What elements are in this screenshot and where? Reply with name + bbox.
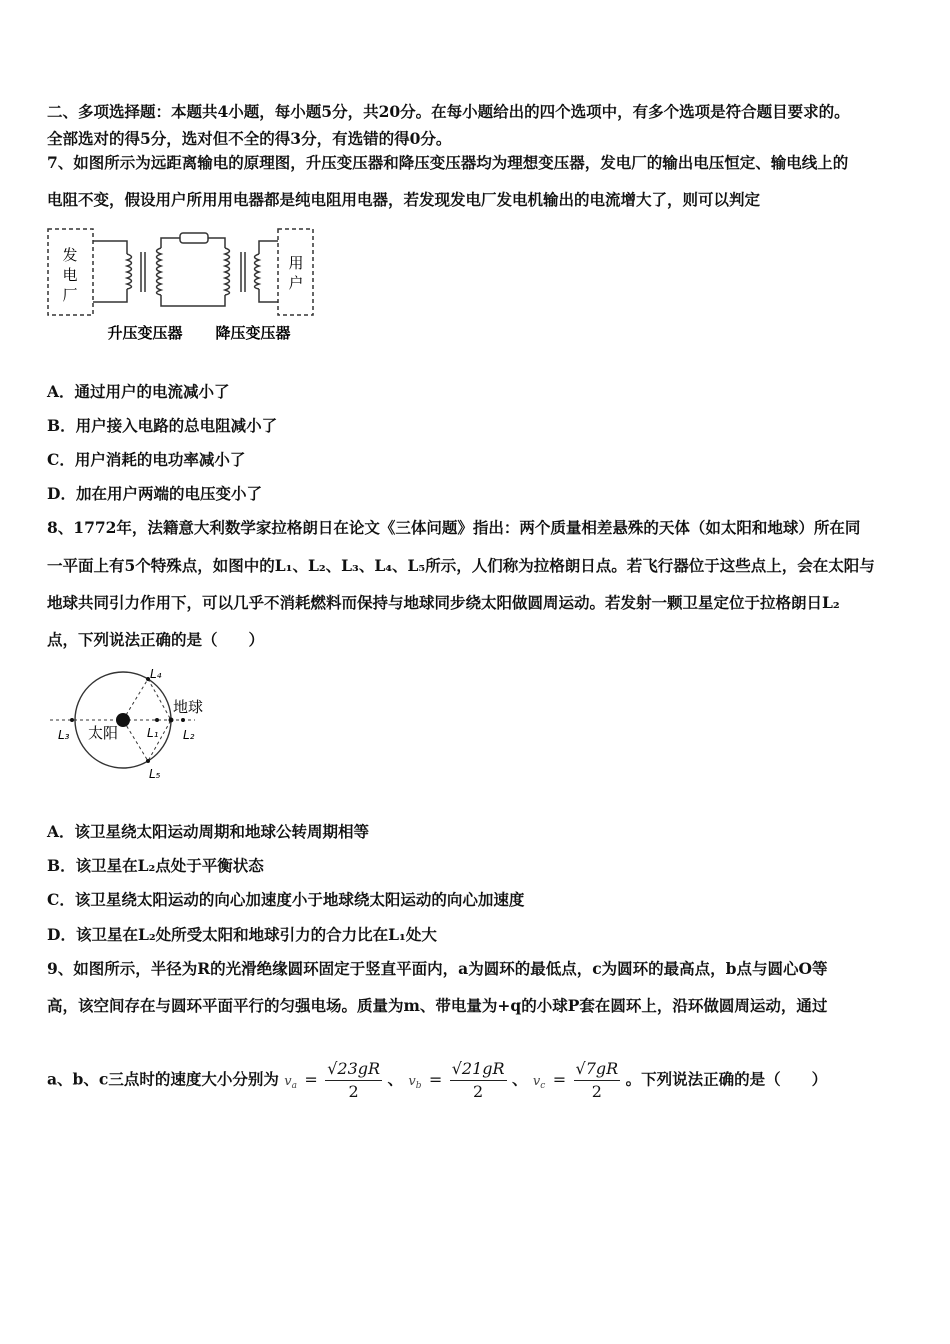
l2-label: L₂ <box>183 728 195 742</box>
sep-2: 、 <box>511 1069 528 1089</box>
va-symbol: $v_a$ <box>284 1073 297 1091</box>
power-plant-char-3: 厂 <box>62 286 78 304</box>
vb-symbol: $v_b$ <box>408 1073 422 1091</box>
q8-option-c: C．该卫星绕太阳运动的向心加速度小于地球绕太阳运动的向心加速度 <box>47 890 525 909</box>
sun-body <box>116 713 130 727</box>
lagrange-diagram <box>45 665 220 785</box>
q8-option-d: D．该卫星在L₂处所受太阳和地球引力的合力比在L₁处大 <box>47 925 437 944</box>
l1-point <box>155 718 159 722</box>
vb-equals: = <box>428 1069 443 1089</box>
vc-fraction <box>574 1058 621 1103</box>
vb-numerator: √21gR <box>450 1058 507 1081</box>
l3-point <box>70 718 74 722</box>
q7-stem-line-2: 电阻不变，假设用户所用用电器都是纯电阻用电器，若发现发电厂发电机输出的电流增大了，则可以判定 <box>47 190 761 209</box>
l3-label: L₃ <box>58 728 70 742</box>
q7-stem-line-1: 7、如图所示为远距离输电的原理图，升压变压器和降压变压器均为理想变压器，发电厂的输出电压恒定、输电线上的 <box>47 153 849 172</box>
power-plant-char-1: 发 <box>62 246 78 264</box>
q9-line3-suffix: 。下列说法正确的是（ ） <box>625 1069 828 1089</box>
q9-stem-line-1: 9、如图所示，半径为R的光滑绝缘圆环固定于竖直平面内，a为圆环的最低点，c为圆环的最高点，b点与圆心O等 <box>47 959 828 978</box>
user-char-1: 用 <box>288 254 304 272</box>
q8-stem-line-4: 点，下列说法正确的是（ ） <box>47 630 265 649</box>
vc-equals: = <box>552 1069 567 1089</box>
user-char-2: 户 <box>288 274 304 292</box>
step-up-caption: 升压变压器 <box>107 324 183 342</box>
l5-point <box>146 759 150 763</box>
l2-point <box>181 718 185 722</box>
l4-label: L₄ <box>150 667 162 681</box>
q9-stem-line-3 <box>47 1058 827 1103</box>
va-numerator: √23gR <box>325 1058 382 1081</box>
q8-stem-line-2: 一平面上有5个特殊点，如图中的L₁、L₂、L₃、L₄、L₅所示，人们称为拉格朗日点。若飞行器位于这些点上，会在太阳与 <box>47 556 875 575</box>
sun-label: 太阳 <box>88 724 119 742</box>
step-down-primary-coil <box>225 248 230 295</box>
vc-denominator: 2 <box>591 1082 602 1101</box>
step-down-secondary-coil <box>255 254 260 289</box>
l5-label: L₅ <box>149 767 161 781</box>
q8-stem-line-3: 地球共同引力作用下，可以几乎不消耗燃料而保持与地球同步绕太阳做圆周运动。若发射一颗卫星定位于拉格朗日L₂ <box>47 593 840 612</box>
q7-option-b: B．用户接入电路的总电阻减小了 <box>47 416 278 435</box>
q9-stem-line-2: 高，该空间存在与圆环平面平行的匀强电场。质量为m、带电量为+q的小球P套在圆环上，沿环做圆周运动，通过 <box>47 996 828 1015</box>
vc-symbol: $v_c$ <box>532 1073 546 1091</box>
step-up-primary-coil <box>127 254 132 289</box>
section-header-line-1: 二、多项选择题：本题共4小题，每小题5分，共20分。在每小题给出的四个选项中，有多个选项是符合题目要求的。 <box>47 102 850 121</box>
q8-stem-line-1: 8、1772年，法籍意大利数学家拉格朗日在论文《三体问题》指出：两个质量相差悬殊的天体（如太阳和地球）所在同 <box>47 518 861 537</box>
va-denominator: 2 <box>348 1082 359 1101</box>
user-box <box>278 229 313 315</box>
vb-denominator: 2 <box>473 1082 484 1101</box>
sep-1: 、 <box>387 1069 403 1089</box>
q9-line3-prefix: a、b、c三点时的速度大小分别为 <box>47 1069 279 1089</box>
q8-option-b: B．该卫星在L₂点处于平衡状态 <box>47 856 264 875</box>
q7-option-d: D．加在用户两端的电压变小了 <box>47 484 262 503</box>
earth-body <box>169 718 174 723</box>
earth-label: 地球 <box>173 698 204 716</box>
step-up-secondary-coil <box>157 248 162 295</box>
q7-option-a: A．通过用户的电流减小了 <box>47 382 230 401</box>
step-down-caption: 降压变压器 <box>215 324 291 342</box>
vb-fraction <box>450 1058 507 1103</box>
va-equals: = <box>304 1069 318 1089</box>
line-resistor <box>180 233 208 243</box>
vc-numerator: √7gR <box>574 1058 621 1081</box>
section-header-line-2: 全部选对的得5分，选对但不全的得3分，有选错的得0分。 <box>47 129 452 148</box>
transmission-diagram <box>45 224 320 349</box>
va-fraction <box>325 1058 382 1103</box>
power-plant-char-2: 电 <box>62 266 78 284</box>
l1-label: L₁ <box>147 726 159 740</box>
q7-option-c: C．用户消耗的电功率减小了 <box>47 450 246 469</box>
q8-option-a: A．该卫星绕太阳运动周期和地球公转周期相等 <box>47 822 370 841</box>
